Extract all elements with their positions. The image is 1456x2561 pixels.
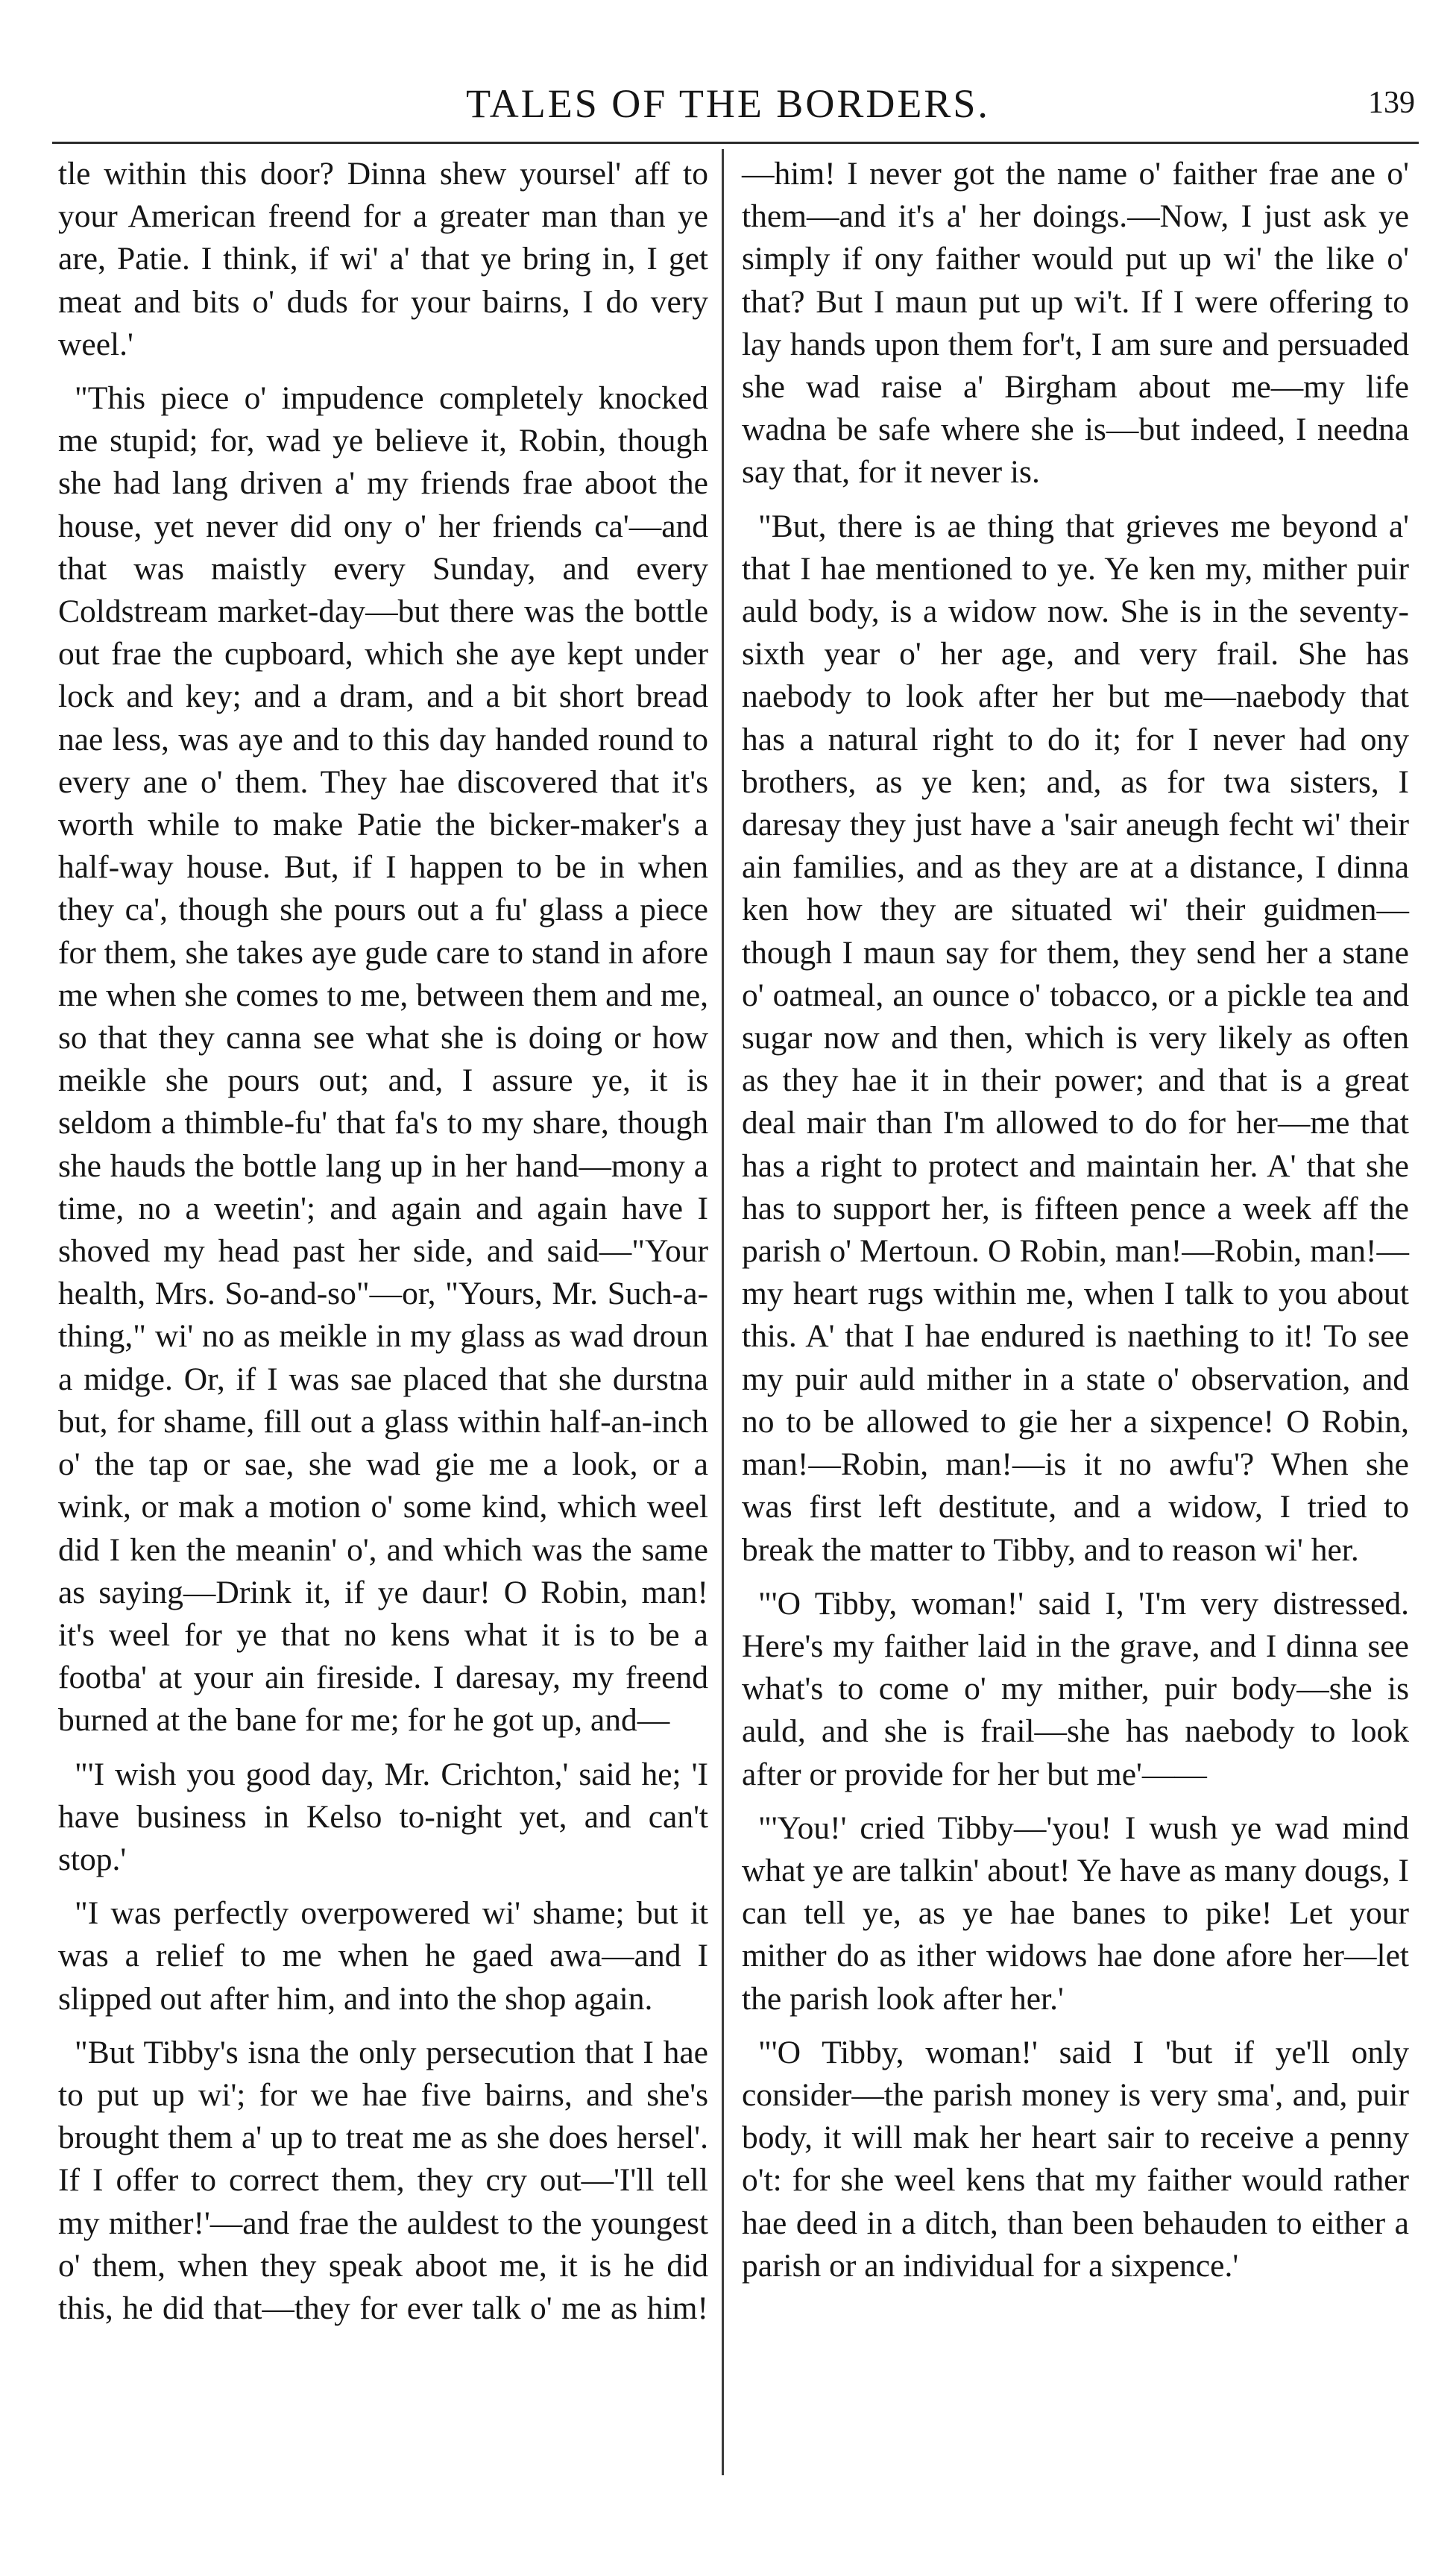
paragraph: "'You!' cried Tibby—'you! I wush ye wad mind what ye are talkin' about! Ye have as many dougs, I can tell ye, as ye hae banes to pike! Let your mither do as ither widows hae done afore her—let the parish look after her.' [742, 1809, 1409, 2017]
page-number: 139 [1368, 86, 1415, 120]
page-header [0, 81, 1456, 140]
paragraph: "'O Tibby, woman!' said I 'but if ye'll only consider—the parish money is very sma', and, puir body, it will mak her heart sair to receive a penny o't: for she weel kens that my faither would rather hae deed in a ditch, than been behauden to either a parish or an individual for a sixpence.' [742, 2034, 1409, 2284]
paragraph: "But Tibby's isna the only persecution that I hae to put up wi'; for we hae five bairns, and she's brought them a' up to treat me as she does hersel'. If I offer to correct them, they cry out—'I'll tell my mither!'—and frae the auldest to the youngest o' them, when they speak aboot me, it is he did this, he did that—they for ever talk o' me as him! [58, 2034, 708, 2326]
paragraph: tle within this door? Dinna shew yoursel' aff to your American freend for a greater man than ye are, Patie. I think, if wi' a' that ye bring in, I get meat and bits o' duds for your bairns, I do very weel.' [58, 156, 708, 362]
paragraph: —him! I never got the name o' faither frae ane o' them—and it's a' her doings.—Now, I just ask ye simply if ony faither would put up wi' the like o' that? But I maun put up wi't. If I were offering to lay hands upon them for't, I am sure and persuaded she wad raise a' Birgham about me—my life wadna be safe where she is—but indeed, I needna say that, for it never is. [742, 156, 1409, 491]
paragraph: "This piece o' impudence completely knocked me stupid; for, wad ye believe it, Robin, though she had lang driven a' my friends frae aboot the house, yet never did ony o' her friends ca'—and that was maistly every Sunday, and every Coldstream market-day—but there was the bottle out frae the cupboard, which she aye kept under lock and key; and a dram, and a bit short bread nae less, was aye and to this day handed round to every ane o' them. They hae discovered that it's worth while to make Patie the bicker-maker's a half-way house. But, if I happen to be in when they ca', though she pours out a fu' glass a piece for them, she takes aye gude care to stand in afore me when she comes to me, between them and me, so that they canna see what she is doing or how meikle she pours out; and, I assure ye, it is seldom a thimble-fu' that fa's to my share, though she hauds the bottle lang up in her hand—mony a time, no a weetin'; and again and again have I shoved my head past her side, and said—"Your health, Mrs. So-and-so"—or, "Yours, Mr. Such-a-thing," wi' no as meikle in my glass as wad droun a midge. Or, if I was sae placed that she durstna but, for shame, fill out a glass within half-an-inch o' the tap or sae, she wad gie me a look, or a wink, or mak a motion o' some kind, which weel did I ken the meanin' o', and which was the same as saying—Drink it, if ye daur! O Robin, man! it's weel for ye that no kens what it is to be a footba' at your ain fireside. I daresay, my freend burned at the bane for me; for he got up, and— [58, 380, 708, 1739]
left-column [58, 153, 708, 2341]
paragraph: "But, there is ae thing that grieves me beyond a' that I hae mentioned to ye. Ye ken my, mither puir auld body, is a widow now. She is in the seventy-sixth year o' her age, and very frail. She has naebody to look after her but me—naebody that has a natural right to do it; for I never had ony brothers, as ye ken; and, as for twa sisters, I daresay they just have a 'sair aneugh fecht wi' their ain families, and as they are at a distance, I dinna ken how they are situated wi' their guidmen—though I maun say for them, they send her a stane o' oatmeal, an ounce o' tobacco, or a pickle tea and sugar now and then, which is very likely as often as they hae it in their power; and that is a great deal mair than I'm allowed to do for her—me that has a right to protect and maintain her. A' that she has to support her, is fifteen pence a week aff the parish o' Mertoun. O Robin, man!—Robin, man!—my heart rugs within me, when I talk to you about this. A' that I hae endured is naething to it! To see my puir auld mither in a state o' observation, and no to be allowed to gie her a sixpence! O Robin, man!—Robin, man!—is it no awfu'? When she was first left destitute, and a widow, I tried to break the matter to Tibby, and to reason wi' her. [742, 508, 1409, 1568]
right-column [742, 153, 1409, 2299]
paragraph: "I was perfectly overpowered wi' shame; but it was a relief to me when he gaed awa—and I slipped out after him, and into the shop again. [58, 1895, 708, 2017]
running-title: TALES OF THE BORDERS. [466, 81, 990, 126]
column-divider [722, 149, 724, 2475]
header-rule [52, 142, 1419, 144]
paragraph: "'O Tibby, woman!' said I, 'I'm very distressed. Here's my faither laid in the grave, and I dinna see what's to come o' my mither, puir body—she is auld, and she is frail—she has naebody to look after or provide for her but me'—— [742, 1585, 1409, 1792]
paragraph: "'I wish you good day, Mr. Crichton,' said he; 'I have business in Kelso to-night yet, and can't stop.' [58, 1756, 708, 1877]
